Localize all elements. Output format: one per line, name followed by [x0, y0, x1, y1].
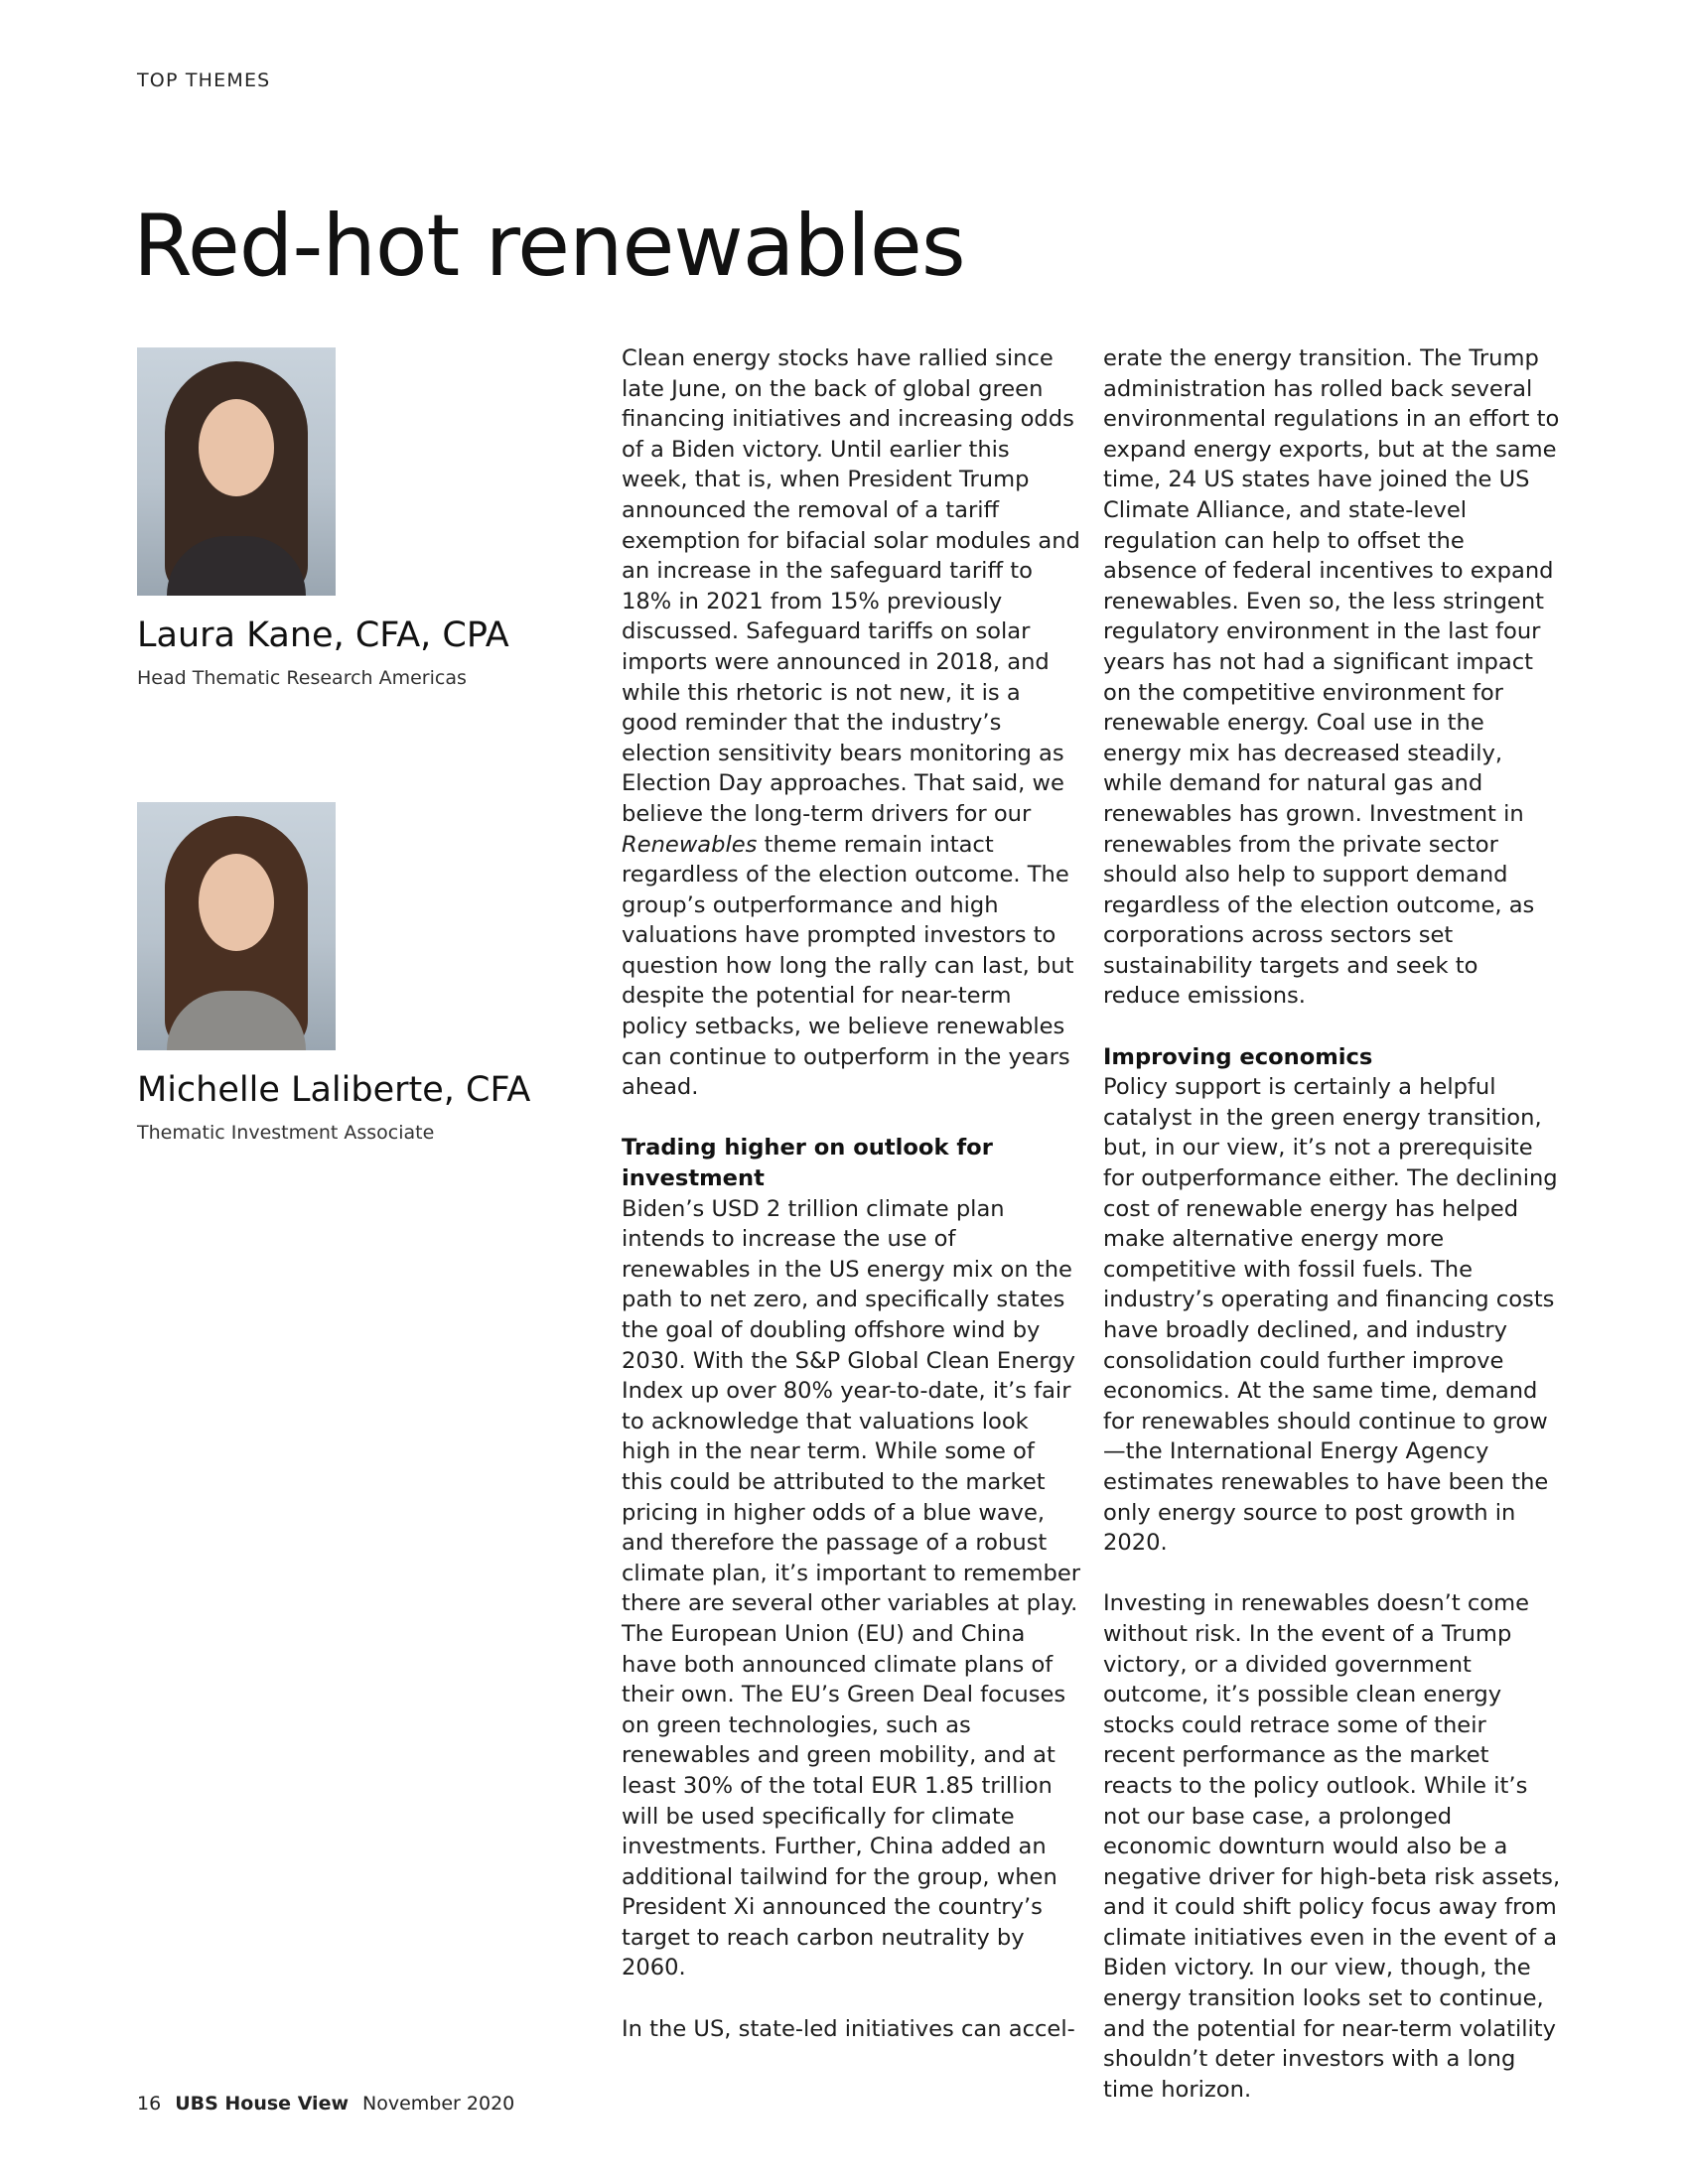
- publication-name: UBS House View: [175, 2093, 350, 2115]
- body-paragraph: Clean energy stocks have rallied since late June, on the back of global green financing initiatives and increasing odds of a Biden victory. Until earlier this week, that is, when President Trump announced the removal of a tariff exemption for bifacial solar modules and an increase in the safeguard tariff to 18% in 2021 from 15% previously discussed. Safeguard tariffs on solar imports were announced in 2018, and while this rhetoric is not new, it is a good reminder that the industry’s election sensitivity bears monitoring as Election Day approaches. That said, we believe the long-term drivers for our Renewables theme remain intact regardless of the election outcome. The group’s outperformance and high valuations have prompted investors to question how long the rally can last, but despite the potential for near-term policy setbacks, we believe renewables can continue to outperform in the years ahead.: [622, 345, 1080, 1101]
- author-name: Laura Kane, CFA, CPA: [137, 615, 509, 655]
- author-photo: [137, 802, 336, 1050]
- author-photo: [137, 347, 336, 596]
- body-paragraph: erate the energy transition. The Trump administration has rolled back several environmental regulations in an effort to expand energy exports, but at the same time, 24 US states have joined the US Climate Alliance, and state-level regulation can help to offset the absence of federal incentives to expand renewables. Even so, the less stringent regulatory environment in the last four years has not had a significant impact on the competitive environment for renewable energy. Coal use in the energy mix has decreased steadily, while demand for natural gas and renewables has grown. Investment in renewables from the private sector should also help to support demand regardless of the election outcome, as corporations across sectors set sustainability targets and seek to reduce emissions.: [1103, 345, 1560, 1010]
- body-paragraph: In the US, state-led initiatives can accel-: [622, 2015, 1075, 2042]
- page-title: Red-hot renewables: [133, 197, 965, 296]
- article-column-1: [622, 343, 1080, 2044]
- section-heading: Trading higher on outlook for investment: [622, 1135, 993, 1192]
- author-role: Head Thematic Research Americas: [137, 667, 467, 690]
- theme-name: Renewables: [622, 831, 758, 858]
- body-paragraph: Investing in renewables doesn’t come without risk. In the event of a Trump victory, or a divided government outcome, it’s possible clean energy stocks could retrace some of their recent performance as the market reacts to the policy outlook. While it’s not our base case, a prolonged economic downturn would also be a negative driver for high-beta risk assets, and it could shift policy focus away from climate initiatives even in the event of a Biden victory. In our view, though, the energy transition looks set to continue, and the potential for near-term volatility shouldn’t deter investors with a long time horizon.: [1103, 1590, 1561, 2103]
- publication-date: November 2020: [362, 2093, 515, 2115]
- author-name: Michelle Laliberte, CFA: [137, 1070, 531, 1110]
- section-label: TOP THEMES: [137, 69, 271, 91]
- section-heading: Improving economics: [1103, 1043, 1373, 1070]
- author-card-michelle-laliberte: [137, 802, 534, 1144]
- author-role: Thematic Investment Associate: [137, 1122, 435, 1145]
- article-column-2: [1103, 343, 1562, 2105]
- body-paragraph: Biden’s USD 2 trillion climate plan intends to increase the use of renewables in the US energy mix on the path to net zero, and specifically states the goal of doubling offshore wind by 2030. With the S&P Global Clean Energy Index up over 80% year-to-date, it’s fair to acknowledge that valuations look high in the near term. While some of this could be attributed to the market pricing in higher odds of a blue wave, and therefore the passage of a robust climate plan, it’s important to remember there are several other variables at play. The European Union (EU) and China have both announced climate plans of their own. The EU’s Green Deal focuses on green technologies, such as renewables and green mobility, and at least 30% of the total EUR 1.85 trillion will be used specifically for climate investments. Further, China added an additional tailwind for the group, when President Xi announced the country’s target to reach carbon neutrality by 2060.: [622, 1195, 1081, 1981]
- body-paragraph: Policy support is certainly a helpful catalyst in the green energy transition, but, in our view, it’s not a prerequisite for outperformance either. The declining cost of renewable energy has helped make alternative energy more competitive with fossil fuels. The industry’s operating and financing costs have broadly declined, and industry consolidation could further improve economics. At the same time, demand for renewables should continue to grow—the International Energy Agency estimates renewables to have been the only energy source to post growth in 2020.: [1103, 1074, 1558, 1557]
- page-footer: [137, 2093, 514, 2115]
- page-number: 16: [137, 2093, 162, 2115]
- author-card-laura-kane: [137, 347, 534, 689]
